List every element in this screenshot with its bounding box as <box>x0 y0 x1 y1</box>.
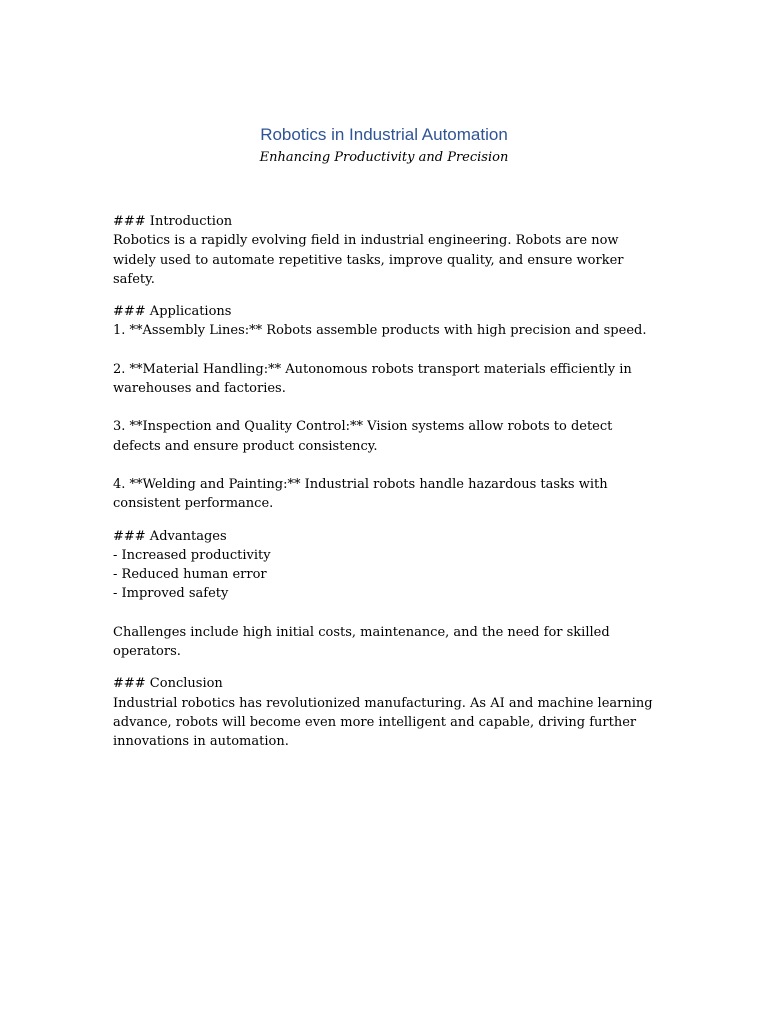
document-subtitle: Enhancing Productivity and Precision <box>259 150 509 165</box>
advantage-item-1: - Increased productivity <box>113 547 271 563</box>
advantages-heading: ### Advantages <box>113 528 227 544</box>
challenges-text: Challenges include high initial costs, maintenance, and the need for skilled operators. <box>113 624 610 660</box>
introduction-text: Robotics is a rapidly evolving field in industrial engineering. Robots are now widely used to automate repetitive tasks, improve quality, and ensure worker safety. <box>113 233 624 287</box>
document-title: Robotics in Industrial Automation <box>260 125 508 144</box>
application-item-2: 2. **Material Handling:** Autonomous robots transport materials efficiently in warehouses and factories. <box>113 361 632 397</box>
advantage-item-3: - Improved safety <box>113 586 229 602</box>
application-item-3: 3. **Inspection and Quality Control:** Vision systems allow robots to detect defects and ensure product consistency. <box>113 419 613 454</box>
document-body <box>113 212 658 752</box>
conclusion-text: Industrial robotics has revolutionized manufacturing. As AI and machine learning advance, robots will become even more intelligent and capable, driving further innovations in automation. <box>113 695 653 750</box>
introduction-section <box>113 212 658 289</box>
advantages-section <box>113 527 658 604</box>
application-item-4: 4. **Welding and Painting:** Industrial robots handle hazardous tasks with consistent performance. <box>113 476 608 512</box>
conclusion-heading: ### Conclusion <box>113 676 223 692</box>
introduction-heading: ### Introduction <box>113 214 233 229</box>
application-item-1: 1. **Assembly Lines:** Robots assemble products with high precision and speed. <box>113 323 647 339</box>
applications-heading: ### Applications <box>113 304 232 320</box>
advantage-item-2: - Reduced human error <box>113 567 267 583</box>
applications-section <box>113 302 658 513</box>
conclusion-section <box>113 674 658 751</box>
